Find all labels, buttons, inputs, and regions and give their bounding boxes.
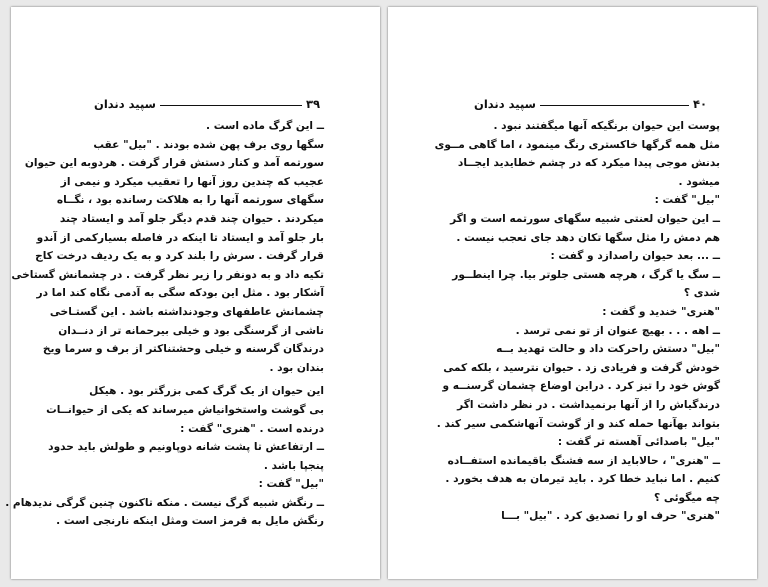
text-line: میکردند . حیوان چند قدم دیگر جلو آمد و ایستاد چند <box>59 212 324 225</box>
text-line: ــ "هنری" ، حالاباید از سه فشنگ باقیمانده استفــاده <box>447 454 720 467</box>
text-line: ــ ... بعد حیوان راصدازد و گفت : <box>550 250 720 263</box>
text-line: درندگان گرسنه و خیلی وحشتناکتر از برف و سرما ویخ <box>42 343 324 356</box>
text-line: هم دمش را مثل سگها تکان دهد جای تعجب نیست . <box>456 231 720 244</box>
text-line: آشکار بود . مثل این بودکه سگی به آدمی نگاه کند اما در <box>36 287 324 300</box>
right-page-header <box>474 95 707 111</box>
text-line: چشمانش عاطفهای وجودنداشته باشد . این گستـاخی <box>49 305 324 318</box>
left-page-text <box>5 117 324 531</box>
text-line: این حیوان از یک گرگ کمی بزرگتر بود . هیکل <box>89 385 324 398</box>
running-title: سپید دندان <box>474 97 536 111</box>
text-line: "بیل" گفت : <box>654 194 720 207</box>
text-line: گوش خود را تیز کرد . دراین اوضاع چشمان گرسنــه و <box>442 380 720 393</box>
text-line: ــ این حیوان لعنتی شبیه سگهای سورتمه است و اگر <box>450 212 720 225</box>
text-line: میشود . <box>678 175 720 188</box>
text-line: پوست این حیوان برنگیکه آنها میگفتند نبود . <box>493 120 720 132</box>
text-line: بتواند بهآنها حمله کند و از گوشت آنهاشکمی سیر کند . <box>436 417 720 430</box>
header-rule <box>540 105 689 106</box>
text-line: ــ رنگش شبیه گرگ نیست . منکه تاکنون چنین گرگی ندیدهام . <box>5 496 324 509</box>
right-page <box>388 7 757 579</box>
text-line: بی گوشت واستخوانیاش میرساند که یکی از حیوانــات <box>46 403 324 416</box>
text-line: "بیل" دستش راحرکت داد و حالت تهدید بــه <box>496 343 720 356</box>
text-line: "بیل" گفت : <box>258 478 324 491</box>
text-line: بدنش موجی پیدا میکرد که در چشم خطایدید ایجــاد <box>457 157 720 170</box>
text-line: ــ اهه . . . بهیچ عنوان از تو نمی ترسد . <box>515 324 720 337</box>
left-page-header <box>94 95 320 111</box>
text-line: تکیه داد و به دونفر را زیر نظر گرفت . در چشمانش گستاخی <box>11 268 324 281</box>
left-page <box>5 7 380 579</box>
text-line: عجیب که چندین روز آنها را تعقیب میکرد و نیمی از <box>60 175 324 188</box>
text-line: سورتمه آمد و کنار دستش قرار گرفت . هردوبه این حیوان <box>24 157 324 170</box>
text-line: "هنری" خندید و گفت : <box>602 305 720 318</box>
header-rule <box>160 105 302 106</box>
text-line: سگها روی برف پهن شده بودند . "بیل" عقب <box>93 138 324 151</box>
text-line: "بیل" باصدائی آهسته تر گفت : <box>557 436 720 449</box>
page-number: ۴۰ <box>692 97 707 111</box>
text-line: خودش گرفت و فریادی زد . حیوان نترسید ، بلکه کمی <box>443 361 720 374</box>
text-line: درنده است . "هنری" گفت : <box>180 422 324 435</box>
text-line: "هنری" حرف او را تصدیق کرد . "بیل" بـــا <box>501 510 720 523</box>
text-line: بار جلو آمد و ایستاد تا اینکه در فاصله بسیارکمی از آندو <box>36 231 324 244</box>
text-line: پنجپا باشد . <box>263 459 324 472</box>
text-line: سگهای سورتمه آنها را به هلاکت رسانده بود ، نگــاه <box>56 194 324 207</box>
text-line: ــ سگ یا گرگ ، هرچه هستی جلوتر بیا. چرا اینطــور <box>452 268 720 281</box>
text-line: مثل همه گرگها خاکستری رنگ مینمود ، اما گاهی مــوی <box>434 138 720 151</box>
text-line: ناشی از گرسنگی بود و خیلی بیرحمانه تر از دنــدان <box>58 324 324 337</box>
right-page-text <box>434 117 720 526</box>
text-line: کنیم . اما نباید خطا کرد . باید تیرمان به هدف بخورد . <box>445 473 720 486</box>
text-line: بندان بود . <box>269 361 324 374</box>
text-line: درندگیاش را از آنها برنمیداشت . در نظر داشت اگر <box>457 398 720 411</box>
text-line: شدی ؟ <box>683 287 720 300</box>
text-line: قرار گرفت . سرش را بلند کرد و به یک ردیف درخت کاج <box>35 250 324 263</box>
text-line: ــ ارتفاعش تا پشت شانه دوپاونیم و طولش باید حدود <box>48 441 324 454</box>
text-line: ــ این گرگ ماده است . <box>206 120 324 132</box>
text-line: چه میگوئی ؟ <box>654 491 720 504</box>
text-line: رنگش مایل به قرمز است ومثل اینکه نارنجی است . <box>56 515 324 528</box>
running-title: سپید دندان <box>94 97 156 111</box>
page-number: ۳۹ <box>305 97 320 111</box>
